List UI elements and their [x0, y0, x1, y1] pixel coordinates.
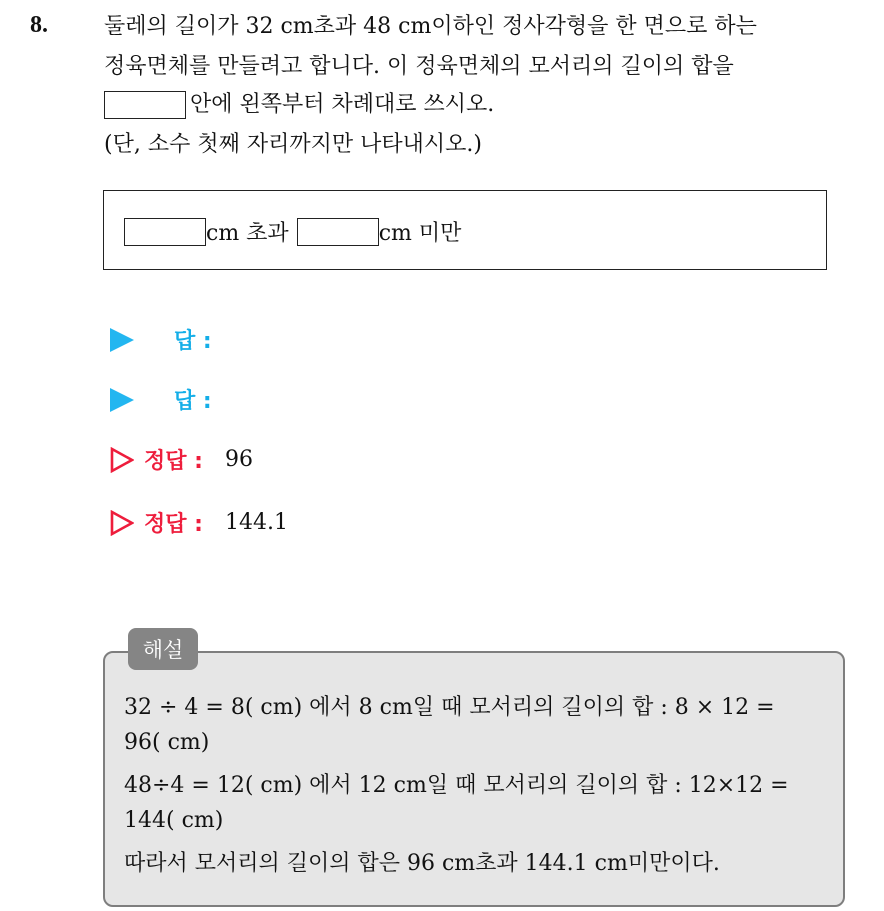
inline-blank-box: [104, 91, 186, 119]
answer-blank-1[interactable]: [124, 218, 206, 246]
answer-row-1: [110, 324, 212, 355]
explanation-line-1: 32 ÷ 4 = 8( cm) 에서 8 cm일 때 모서리의 길이의 합 : 8 × 12 =: [124, 695, 775, 720]
question-number: 8.: [30, 12, 48, 38]
answer-template: [124, 216, 461, 247]
question-text-line-2: 정육면체를 만들려고 합니다. 이 정육면체의 모서리의 길이의 합을: [104, 54, 734, 79]
correct-label-2: 정답 :: [144, 512, 203, 537]
answer-row-2: [110, 384, 212, 415]
correct-value-2: 144.1: [224, 510, 288, 535]
play-triangle-icon: [110, 388, 134, 412]
outline-triangle-icon: [110, 510, 134, 536]
answer-label-2: 답 :: [174, 389, 212, 414]
outline-triangle-icon: [110, 447, 134, 473]
correct-value-1: 96: [224, 447, 253, 472]
question-text-line-4: (단, 소수 첫째 자리까지만 나타내시오.): [104, 132, 482, 157]
answer-unit-2: cm 미만: [378, 221, 462, 246]
play-triangle-icon: [110, 328, 134, 352]
correct-label-1: 정답 :: [144, 449, 203, 474]
answer-label-1: 답 :: [174, 329, 212, 354]
question-text-line-1: 둘레의 길이가 32 cm초과 48 cm이하인 정사각형을 한 면으로 하는: [104, 14, 757, 39]
answer-blank-2[interactable]: [297, 218, 379, 246]
explanation-line-3: 48÷4 = 12( cm) 에서 12 cm일 때 모서리의 길이의 합 : 12×12 =: [124, 773, 789, 798]
question-text-line-3: 안에 왼쪽부터 차례대로 쓰시오.: [190, 92, 495, 117]
explanation-line-4: 144( cm): [124, 808, 224, 833]
correct-answer-row-2: [110, 507, 288, 538]
explanation-tab: 해설: [128, 628, 198, 670]
answer-unit-1: cm 초과: [206, 221, 289, 246]
correct-answer-row-1: [110, 444, 253, 475]
answer-template-box: [103, 190, 827, 270]
explanation-line-2: 96( cm): [124, 730, 210, 755]
question-text-line-3-wrap: [104, 90, 494, 120]
explanation-line-5: 따라서 모서리의 길이의 합은 96 cm초과 144.1 cm미만이다.: [124, 851, 720, 876]
